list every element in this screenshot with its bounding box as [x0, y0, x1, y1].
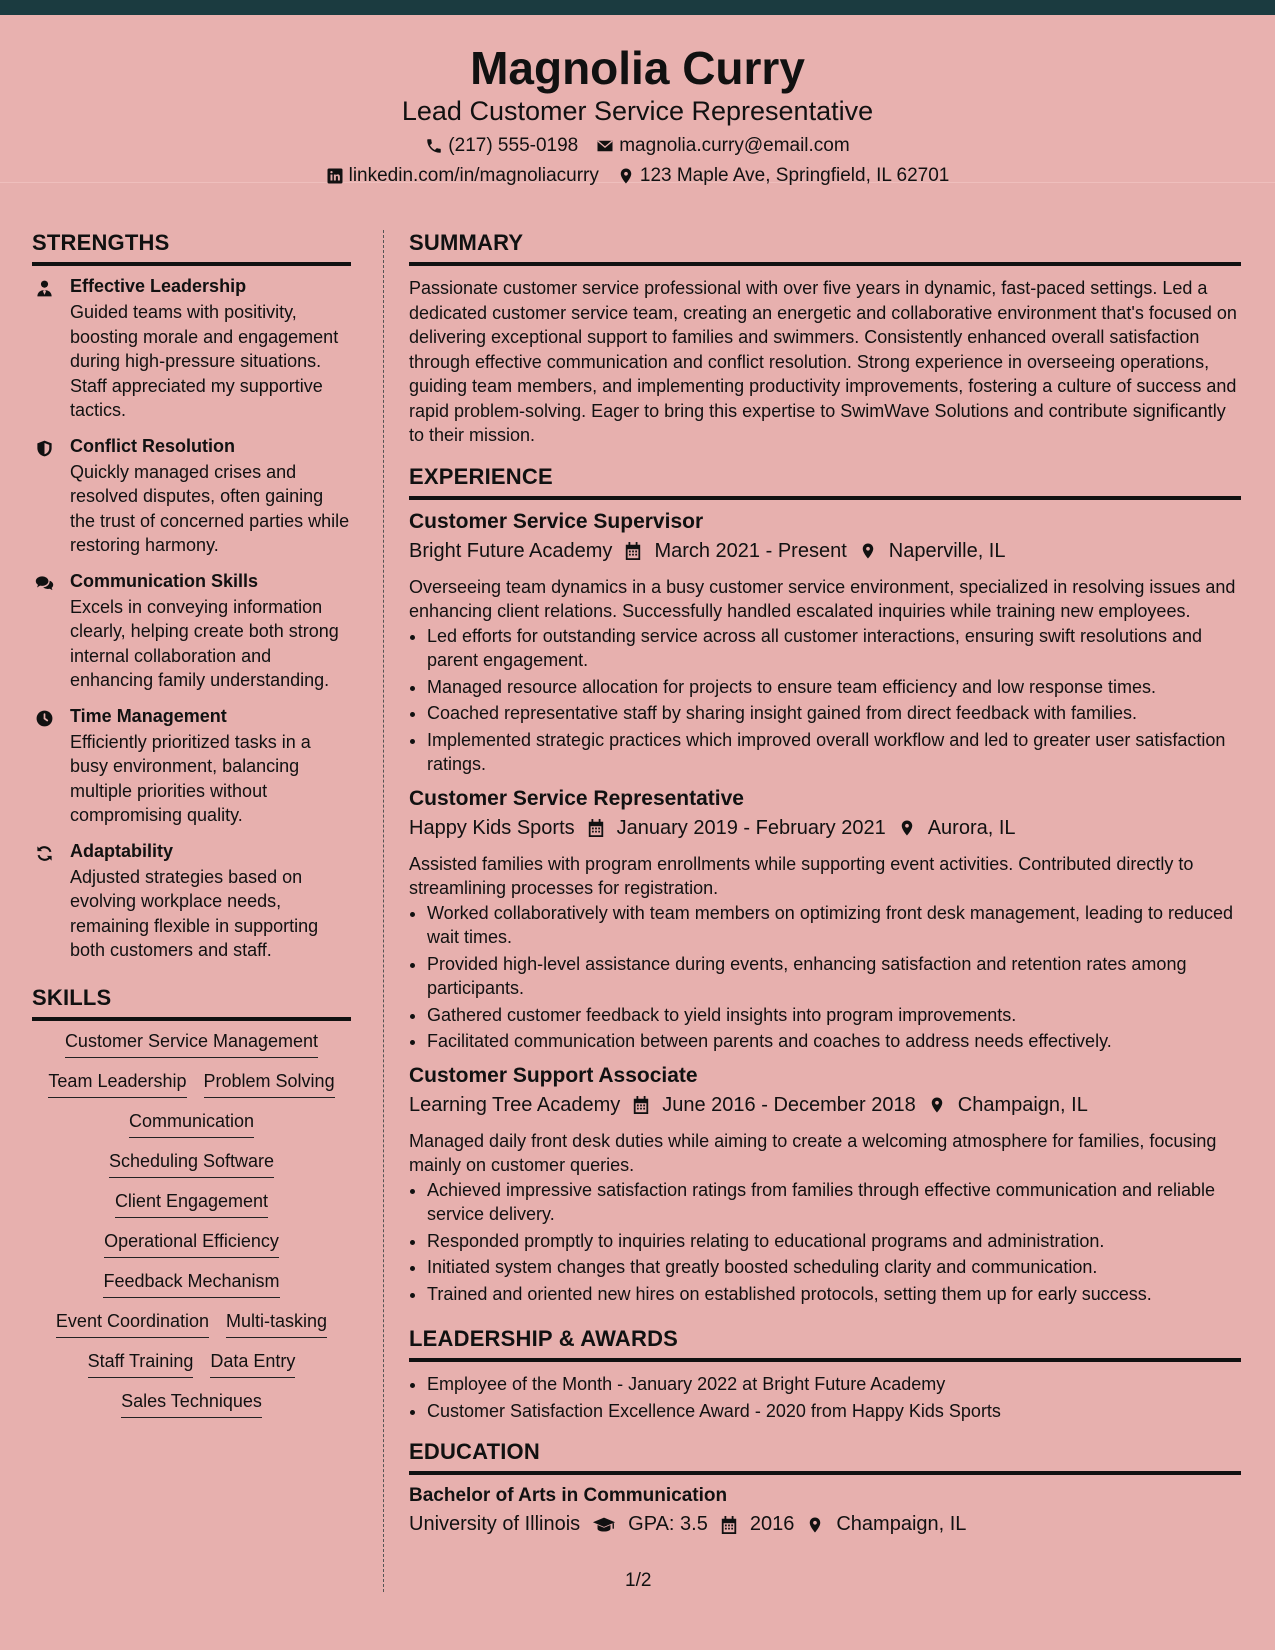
phone-text: (217) 555-0198: [448, 134, 579, 156]
right-column: [409, 230, 1241, 1548]
job-bullet: • Achieved impressive satisfaction ratings from families through effective communication and reliable service delivery.: [427, 1178, 1241, 1227]
awards-heading: LEADERSHIP & AWARDS: [409, 1326, 1241, 1362]
strength-desc: Efficiently prioritized tasks in a busy environment, balancing multiple priorities without compromising quality.: [70, 731, 311, 825]
map-pin-icon: [859, 541, 877, 561]
job-dates: January 2019 - February 2021: [616, 816, 886, 839]
job-bullets: [409, 624, 1241, 777]
phone-contact: [425, 135, 578, 157]
job-location: Aurora, IL: [927, 816, 1016, 839]
job-meta: [409, 1094, 1241, 1117]
skill-tag: Scheduling Software: [109, 1151, 274, 1178]
envelope-icon: [596, 137, 614, 155]
strength-desc: Excels in conveying information clearly, helping create both strong internal collaboration and enhancing family understanding.: [70, 596, 339, 690]
strength-item: [32, 436, 351, 558]
job-bullet: • Responded promptly to inquiries relating to educational programs and administration.: [427, 1229, 1241, 1254]
shield-icon: [35, 439, 54, 458]
strength-name: Communication Skills: [70, 570, 259, 591]
user-tie-icon: [35, 279, 54, 298]
job-bullet: • Trained and oriented new hires on established protocols, setting them up for early success.: [427, 1282, 1241, 1307]
map-pin-icon: [928, 1095, 946, 1115]
job-bullets: [409, 901, 1241, 1054]
candidate-title: Lead Customer Service Representative: [401, 95, 874, 126]
job-bullet: • Provided high-level assistance during events, enhancing satisfaction and retention rates among participants.: [427, 952, 1241, 1001]
skill-tag: Problem Solving: [204, 1071, 335, 1098]
school-location: Champaign, IL: [836, 1513, 967, 1535]
page-number: 1/2: [625, 1570, 652, 1591]
clock-icon: [35, 709, 54, 728]
strengths-heading: STRENGTHS: [32, 230, 351, 266]
job-bullet: • Initiated system changes that greatly boosted scheduling clarity and communication.: [427, 1255, 1241, 1280]
school-name: University of Illinois: [409, 1513, 581, 1535]
education-heading: EDUCATION: [409, 1439, 1241, 1475]
top-accent-bar: [0, 0, 1275, 15]
skill-tag: Communication: [129, 1111, 254, 1138]
job-entry: [409, 1064, 1241, 1307]
candidate-name: Magnolia Curry: [470, 42, 805, 94]
job-title: Customer Service Supervisor: [409, 509, 704, 533]
linkedin-contact[interactable]: [326, 165, 599, 187]
summary-heading: SUMMARY: [409, 230, 1241, 266]
award-item: • Employee of the Month - January 2022 at Bright Future Academy: [427, 1372, 1241, 1397]
skill-tag: Customer Service Management: [65, 1031, 318, 1058]
skill-tag: Feedback Mechanism: [103, 1271, 279, 1298]
job-bullets: [409, 1178, 1241, 1307]
contact-row-1: [0, 135, 1275, 157]
degree-name: Bachelor of Arts in Communication: [409, 1485, 728, 1506]
calendar-icon: [624, 541, 642, 561]
strength-desc: Guided teams with positivity, boosting morale and engagement during high-pressure situations. Staff appreciated my supportive tactics.: [70, 302, 339, 420]
comments-icon: [35, 574, 54, 593]
job-description: Managed daily front desk duties while aiming to create a welcoming atmosphere for families, focusing mainly on customer queries.: [409, 1130, 1217, 1175]
company-name: Bright Future Academy: [409, 539, 613, 562]
calendar-icon: [720, 1515, 738, 1535]
sync-icon: [35, 844, 54, 863]
company-name: Learning Tree Academy: [409, 1093, 621, 1116]
job-dates: March 2021 - Present: [654, 539, 847, 562]
education-meta: [409, 1513, 1241, 1536]
linkedin-icon: [326, 167, 344, 185]
strength-desc: Quickly managed crises and resolved disputes, often gaining the trust of concerned parties while restoring harmony.: [70, 461, 350, 555]
calendar-icon: [587, 818, 605, 838]
map-pin-icon: [898, 818, 916, 838]
graduation-cap-icon: [592, 1515, 616, 1535]
skills-heading: SKILLS: [32, 985, 351, 1021]
resume-header: [0, 15, 1275, 186]
job-location: Champaign, IL: [957, 1093, 1088, 1116]
skill-tag: Client Engagement: [115, 1191, 268, 1218]
left-column: [32, 230, 351, 1431]
strength-name: Time Management: [70, 705, 227, 726]
strength-item: [32, 276, 351, 423]
gpa-text: GPA: 3.5: [628, 1513, 708, 1535]
map-pin-icon: [806, 1515, 824, 1535]
job-bullet: • Implemented strategic practices which improved overall workflow and led to greater user satisfaction ratings.: [427, 728, 1241, 777]
skill-tag: Operational Efficiency: [104, 1231, 279, 1258]
skill-tag: Multi-tasking: [226, 1311, 327, 1338]
skill-tag: Event Coordination: [56, 1311, 209, 1338]
email-contact[interactable]: [596, 135, 849, 157]
strength-item: [32, 706, 351, 828]
summary-text: Passionate customer service professional with over five years in dynamic, fast-paced settings. Led a dedicated customer service team, creating an energetic and collaborative environment that's focused on delivering exceptional support to families and swimmers. Consistently enhanced overall satisfaction through effective communication and conflict resolution. Strong experience in overseeing operations, guiding team members, and implementing productivity improvements, fostering a culture of success and rapid problem-solving. Eager to bring this expertise to SwimWave Solutions and contribute significantly to their mission.: [409, 278, 1237, 445]
job-meta: [409, 817, 1241, 840]
skill-tag: Staff Training: [88, 1351, 194, 1378]
job-bullet: • Worked collaboratively with team members on optimizing front desk management, leading to reduced wait times.: [427, 901, 1241, 950]
job-meta: [409, 540, 1241, 563]
strength-name: Effective Leadership: [70, 276, 247, 296]
job-bullet: • Gathered customer feedback to yield insights into program improvements.: [427, 1003, 1241, 1028]
job-bullet: • Managed resource allocation for projects to ensure team efficiency and low response times.: [427, 675, 1241, 700]
job-entry: [409, 510, 1241, 777]
map-pin-icon: [617, 167, 635, 185]
job-title: Customer Support Associate: [409, 1063, 698, 1087]
awards-list: [409, 1372, 1241, 1423]
contact-row-2: [0, 165, 1275, 187]
email-text: magnolia.curry@email.com: [619, 134, 850, 156]
skill-tag: Sales Techniques: [121, 1391, 262, 1418]
job-bullet: • Led efforts for outstanding service across all customer interactions, ensuring swift resolutions and parent engagement.: [427, 624, 1241, 673]
job-dates: June 2016 - December 2018: [662, 1093, 916, 1116]
job-location: Naperville, IL: [888, 539, 1006, 562]
graduation-year: 2016: [749, 1513, 795, 1535]
strength-item: [32, 841, 351, 963]
strength-item: [32, 571, 351, 693]
job-title: Customer Service Representative: [409, 786, 744, 810]
strength-name: Conflict Resolution: [70, 435, 235, 456]
skills-list: [32, 1031, 351, 1418]
calendar-icon: [632, 1095, 650, 1115]
column-divider: [383, 230, 384, 1592]
job-bullet: • Coached representative staff by sharing insight gained from direct feedback with families.: [427, 701, 1241, 726]
company-name: Happy Kids Sports: [409, 816, 575, 839]
address-text: 123 Maple Ave, Springfield, IL 62701: [639, 164, 950, 186]
job-description: Assisted families with program enrollments while supporting event activities. Contributed directly to streamlining processes for registration.: [409, 853, 1194, 898]
award-item: • Customer Satisfaction Excellence Award - 2020 from Happy Kids Sports: [427, 1399, 1241, 1424]
linkedin-text: linkedin.com/in/magnoliacurry: [348, 164, 599, 186]
experience-heading: EXPERIENCE: [409, 464, 1241, 500]
job-entry: [409, 787, 1241, 1054]
strength-desc: Adjusted strategies based on evolving workplace needs, remaining flexible in supporting both customers and staff.: [70, 866, 319, 960]
address-contact: [617, 165, 950, 187]
strength-name: Adaptability: [70, 840, 174, 861]
skill-tag: Data Entry: [210, 1351, 295, 1378]
skill-tag: Team Leadership: [48, 1071, 186, 1098]
phone-icon: [425, 137, 443, 155]
job-description: Overseeing team dynamics in a busy customer service environment, specialized in resolving issues and enhancing client relations. Successfully handled escalated inquiries while training new employees.: [409, 576, 1236, 621]
job-bullet: • Facilitated communication between parents and coaches to address needs effectively.: [427, 1029, 1241, 1054]
